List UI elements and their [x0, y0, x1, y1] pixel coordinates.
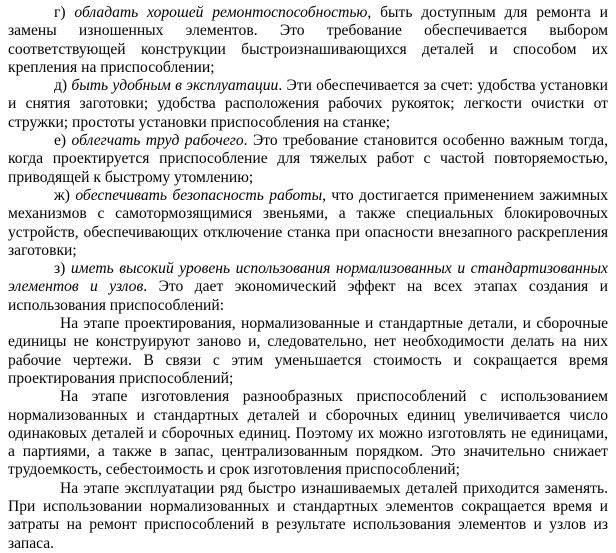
paragraph-zh	[8, 187, 608, 260]
paragraph-z	[8, 260, 608, 315]
paragraph-manufacturing-stage: На этапе изготовления разнообразных приспособлений с использованием нормализованных и стандартных деталей и сборочных единиц увеличивается число одинаковых деталей и сборочных единиц. Поэтому их можно изготовлять не единицами, а партиями, а также в запас, централизованным порядком. Это значительно снижает трудоемкость, себестоимость и срок изготовления приспособлений;	[8, 388, 608, 479]
paragraph-operation-stage: На этапе эксплуатации ряд быстро изнашиваемых деталей приходится заменять. При использовании нормализованных и стандартных элементов сокращается время и затраты на ремонт приспособлений в результате использования элементов и узлов из запаса.	[8, 479, 608, 552]
paragraph-g	[8, 4, 608, 77]
item-label-e: е)	[54, 132, 67, 150]
emphasis-d: быть удобным в эксплуатации	[71, 77, 279, 95]
item-label-d: д)	[54, 77, 68, 95]
item-label-z: з)	[54, 260, 66, 278]
paragraph-text-z: . Это дает экономический эффект на всех этапах создания и использования приспособлений:	[8, 278, 608, 314]
paragraph-e	[8, 132, 608, 187]
paragraph-text-d: . Эти обеспечивается за счет: удобства установки и снятия заготовки; удобства расположения рабочих рукояток; легкости очистки от стружки; простоты установки приспособления на станке;	[8, 77, 608, 131]
emphasis-g: обладать хорошей ремонтоспособностью	[74, 4, 368, 21]
paragraph-text-zh: , что достигается применением зажимных механизмов с самотормозящимися звеньями, а также специальных блокировочных устройств, обеспечивающих отключение станка при опасности внезапного раскрепления заготовки;	[8, 186, 608, 259]
item-label-g: г)	[54, 4, 66, 21]
paragraph-design-stage: На этапе проектирования, нормализованные и стандартные детали, и сборочные единицы не конструируют заново и, следовательно, нет необходимости делать на них рабочие чертежи. В связи с этим уменьшается стоимость и сокращается время проектирования приспособлений;	[8, 315, 608, 387]
emphasis-e: облегчать труд рабочего	[71, 132, 244, 150]
paragraph-text-g: , быть доступным для ремонта и замены изношенных элементов. Это требование обеспечивается выбором соответствующей конструкции быстроизнашивающихся деталей и способом их крепления на приспособлении;	[8, 4, 608, 76]
paragraph-d	[8, 77, 608, 132]
item-label-zh: ж)	[54, 186, 70, 204]
emphasis-zh: обеспечивать безопасность работы	[75, 186, 323, 204]
paragraph-text-e: . Это требование становится особенно важным тогда, когда проектируется приспособление для тяжелых работ с частой повторяемостью, приводящей к быстрому утомлению;	[8, 132, 608, 186]
emphasis-z: иметь высокий уровень использования нормализованных и стандартизованных элементов и узлов	[8, 260, 608, 296]
